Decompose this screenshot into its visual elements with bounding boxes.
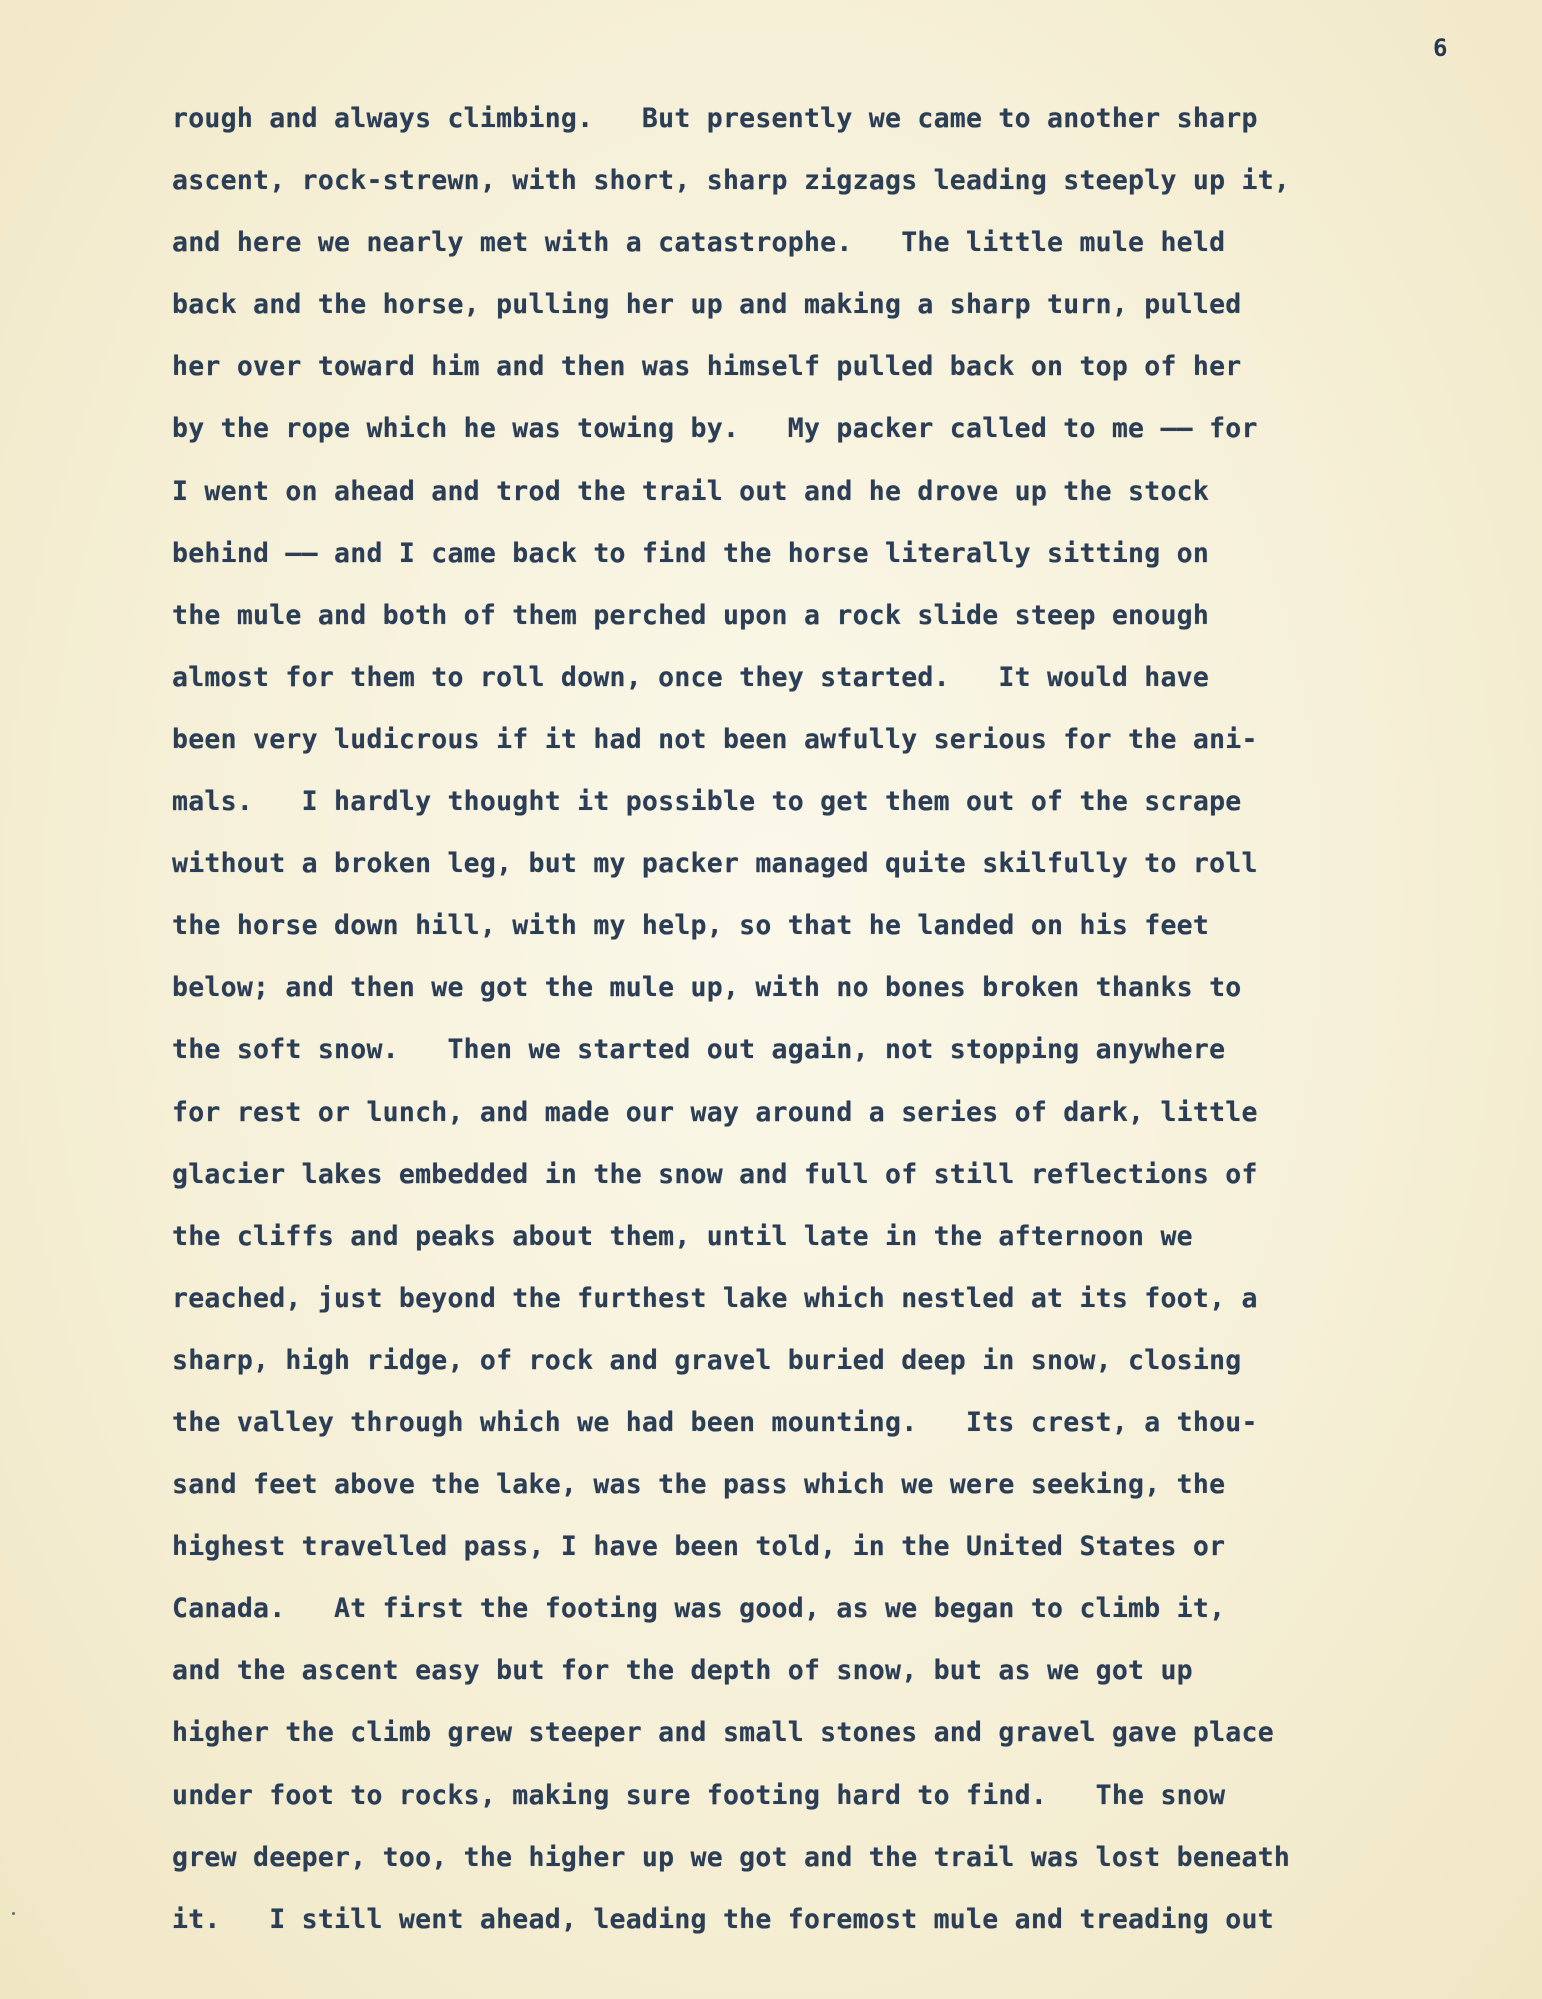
text-line: and the ascent easy but for the depth of snow, but as we got up [172, 1655, 1193, 1687]
text-line: sharp, high ridge, of rock and gravel buried deep in snow, closing [172, 1344, 1242, 1376]
text-line: the soft snow. Then we started out again, not stopping anywhere [172, 1034, 1226, 1066]
text-line: been very ludicrous if it had not been awfully serious for the ani- [172, 723, 1258, 755]
text-line: by the rope which he was towing by. My packer called to me —— for [172, 413, 1258, 445]
text-line: the cliffs and peaks about them, until late in the afternoon we [172, 1220, 1193, 1252]
text-line: the horse down hill, with my help, so that he landed on his feet [172, 910, 1210, 942]
text-line: without a broken leg, but my packer managed quite skilfully to roll [172, 848, 1258, 880]
text-line: back and the horse, pulling her up and making a sharp turn, pulled [172, 289, 1242, 321]
text-line: her over toward him and then was himself pulled back on top of her [172, 351, 1242, 383]
text-line: glacier lakes embedded in the snow and full of still reflections of [172, 1158, 1258, 1190]
text-line: rough and always climbing. But presently we came to another sharp [172, 103, 1258, 134]
body-text [172, 88, 1472, 1951]
text-line: the valley through which we had been mounting. Its crest, a thou- [172, 1406, 1258, 1438]
text-line: almost for them to roll down, once they started. It would have [172, 661, 1210, 693]
paper-speck [12, 1912, 15, 1915]
page-number: 6 [1433, 34, 1448, 62]
text-line: Canada. At first the footing was good, as we began to climb it, [172, 1593, 1226, 1625]
text-line: it. I still went ahead, leading the foremost mule and treading out [172, 1903, 1274, 1935]
text-line: grew deeper, too, the higher up we got and the trail was lost beneath [172, 1841, 1291, 1873]
text-line: for rest or lunch, and made our way around a series of dark, little [172, 1096, 1258, 1128]
text-line: I went on ahead and trod the trail out and he drove up the stock [172, 475, 1210, 507]
text-line: under foot to rocks, making sure footing hard to find. The snow [172, 1779, 1226, 1811]
text-line: and here we nearly met with a catastrophe. The little mule held [172, 227, 1226, 259]
text-line: reached, just beyond the furthest lake which nestled at its foot, a [172, 1282, 1258, 1314]
text-line: mals. I hardly thought it possible to get them out of the scrape [172, 786, 1242, 818]
text-line: sand feet above the lake, was the pass which we were seeking, the [172, 1469, 1226, 1501]
text-line: highest travelled pass, I have been told, in the United States or [172, 1531, 1226, 1563]
text-line: behind —— and I came back to find the horse literally sitting on [172, 537, 1210, 569]
text-line: ascent, rock-strewn, with short, sharp zigzags leading steeply up it, [172, 165, 1291, 197]
text-line: below; and then we got the mule up, with no bones broken thanks to [172, 972, 1242, 1004]
text-line: higher the climb grew steeper and small stones and gravel gave place [172, 1717, 1274, 1749]
text-line: the mule and both of them perched upon a rock slide steep enough [172, 599, 1210, 631]
